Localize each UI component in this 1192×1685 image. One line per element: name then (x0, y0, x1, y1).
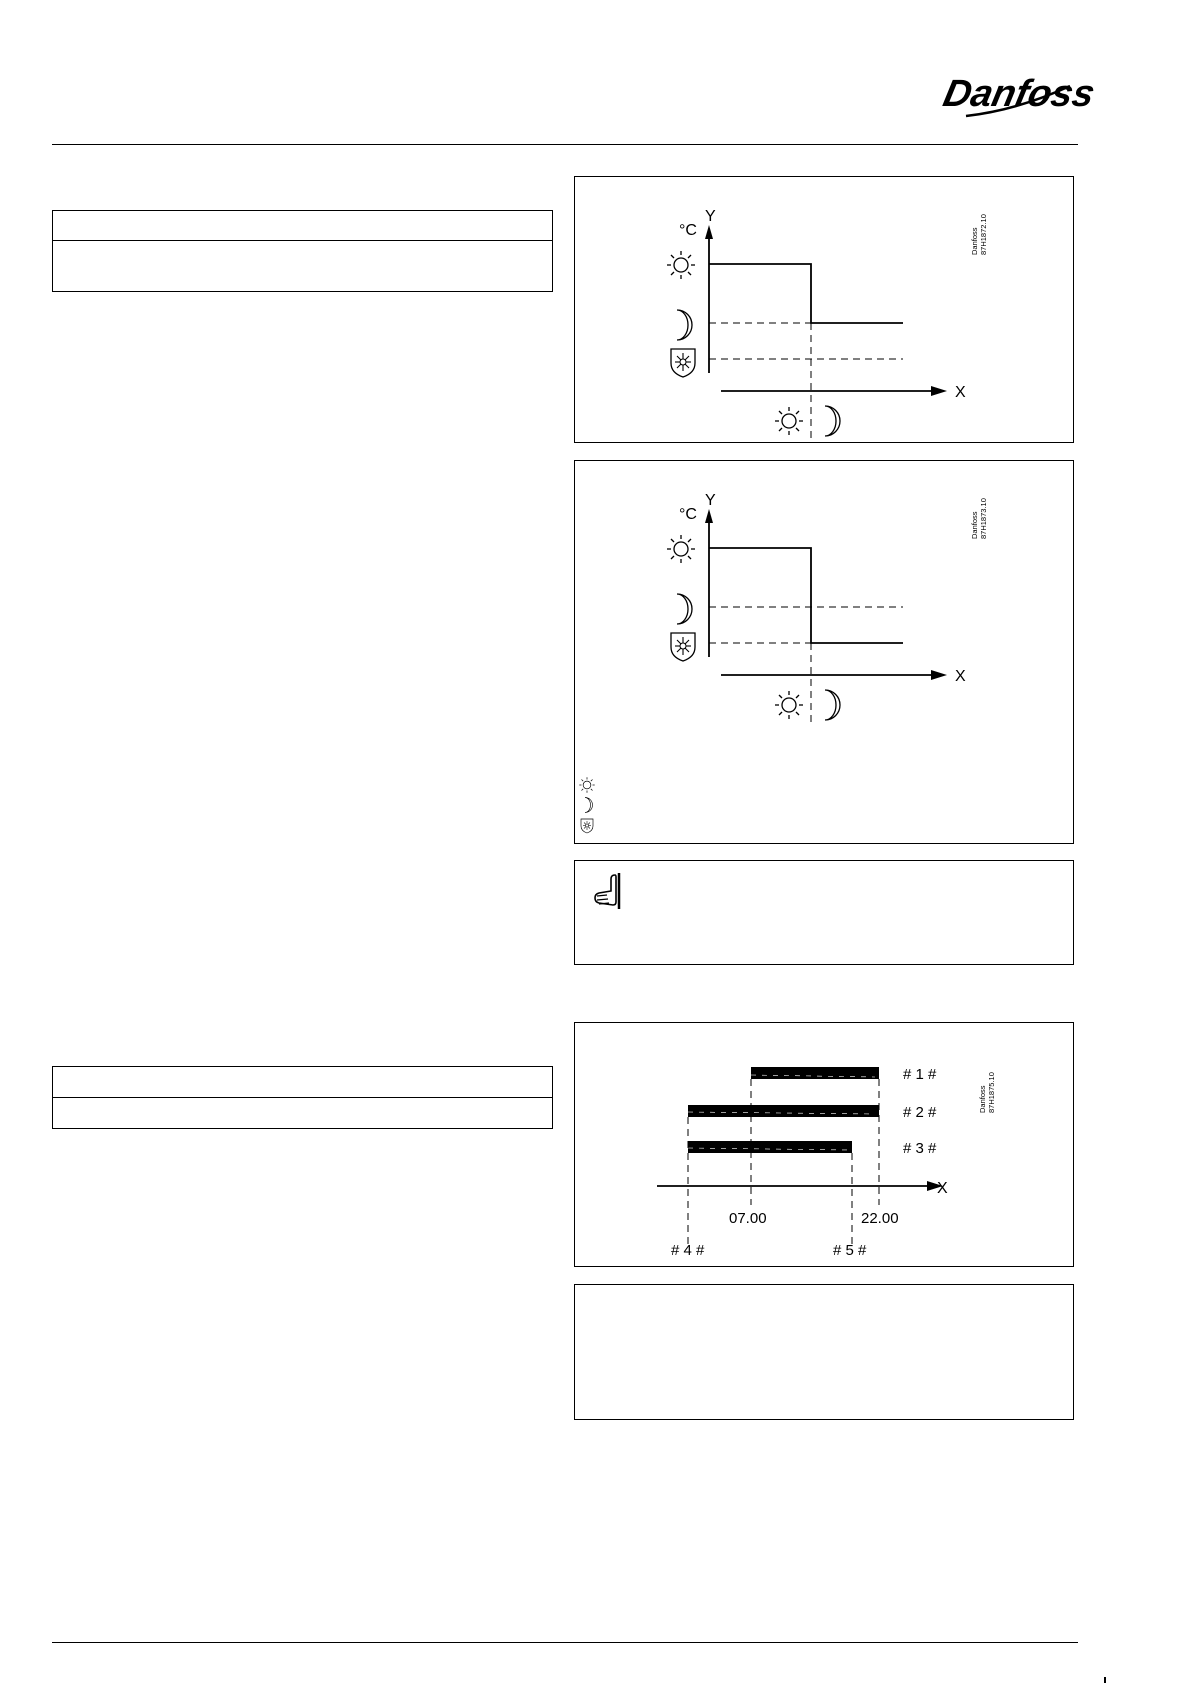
note-box (574, 860, 1074, 965)
sun-icon (667, 251, 695, 279)
table-2-value-row (53, 1098, 552, 1128)
y-axis-label: Y (705, 208, 716, 225)
table-1-header-row (53, 211, 552, 241)
moon-icon (677, 594, 692, 624)
sun-icon (775, 407, 803, 435)
moon-icon (677, 310, 692, 340)
frost-shield-icon (671, 633, 695, 661)
code-brand: Danfoss (970, 227, 979, 255)
code-brand: Danfoss (978, 1085, 987, 1113)
marker-left-label: # 4 # (671, 1242, 705, 1259)
unit-label: °C (679, 222, 697, 239)
period-bar-3 (688, 1141, 852, 1153)
period-bar-1 (751, 1067, 879, 1079)
marker-right-label: # 5 # (833, 1242, 867, 1259)
legend-frost-icon (581, 819, 593, 833)
frost-shield-icon (671, 349, 695, 377)
moon-icon (825, 406, 840, 436)
diagram-day-night-setback (574, 176, 1074, 443)
diagram-day-frost-protection (574, 460, 1074, 844)
parameter-table-1 (52, 210, 553, 292)
info-box (574, 1284, 1074, 1420)
sun-icon (667, 535, 695, 563)
time-end-label: 22.00 (861, 1210, 899, 1227)
logo-text: Danfoss (939, 72, 1099, 115)
x-axis-label: X (937, 1180, 948, 1197)
moon-icon (825, 690, 840, 720)
bar-label-2: # 2 # (903, 1104, 937, 1121)
header-rule (52, 144, 1078, 145)
drawing-code: 87H1873.10 (979, 498, 988, 539)
legend-moon-icon (585, 798, 593, 813)
y-axis-label: Y (705, 492, 716, 509)
page-edge-mark (1104, 1677, 1106, 1683)
bar-label-1: # 1 # (903, 1066, 937, 1083)
table-1-value-row (53, 241, 552, 291)
bar-label-3: # 3 # (903, 1140, 937, 1157)
footer-rule (52, 1642, 1078, 1643)
danfoss-logo (939, 66, 1099, 122)
table-2-header-row (53, 1067, 552, 1098)
code-brand: Danfoss (970, 511, 979, 539)
period-bar-2 (688, 1105, 879, 1117)
diagram-comfort-periods (574, 1022, 1074, 1267)
drawing-code: 87H1872.10 (979, 214, 988, 255)
parameter-table-2 (52, 1066, 553, 1129)
x-axis-label: X (955, 668, 966, 685)
pointing-hand-icon (589, 869, 629, 913)
legend-sun-icon (579, 777, 594, 792)
x-axis-label: X (955, 384, 966, 401)
unit-label: °C (679, 506, 697, 523)
drawing-code: 87H1875.10 (987, 1072, 996, 1113)
sun-icon (775, 691, 803, 719)
time-start-label: 07.00 (729, 1210, 767, 1227)
